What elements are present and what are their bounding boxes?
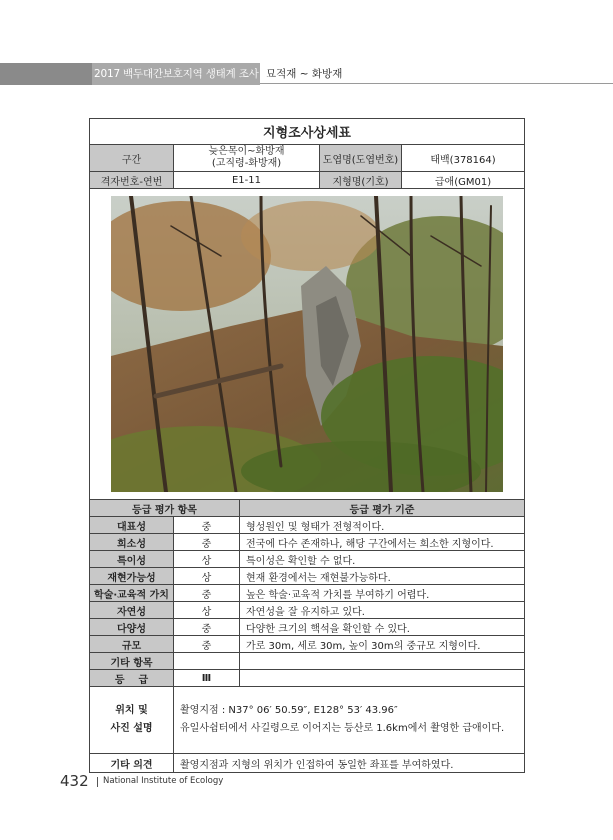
item-name: 기타 항목 xyxy=(90,653,174,670)
footer-org: National Institute of Ecology xyxy=(103,776,224,786)
item-desc: 특이성은 확인할 수 없다. xyxy=(240,551,525,568)
table-row xyxy=(90,670,525,687)
item-grade: 중 xyxy=(174,517,240,534)
item-grade: Ⅲ xyxy=(174,670,240,687)
item-grade: 중 xyxy=(174,585,240,602)
item-grade: 중 xyxy=(174,619,240,636)
location-label-line1: 위치 및 xyxy=(115,705,148,716)
item-name: 다양성 xyxy=(90,619,174,636)
item-grade: 상 xyxy=(174,602,240,619)
table-row xyxy=(90,619,525,636)
item-grade: 상 xyxy=(174,568,240,585)
table-row xyxy=(90,602,525,619)
item-name: 특이성 xyxy=(90,551,174,568)
section-value-line1: 늦은목이~화방재 xyxy=(208,146,285,157)
item-grade xyxy=(174,653,240,670)
sheet-title: 지형조사상세표 xyxy=(90,119,525,145)
map-label: 도엽명(도엽번호) xyxy=(320,145,402,172)
section-value-line2: (고직령-화방재) xyxy=(211,158,282,169)
landform-value: 급애(GM01) xyxy=(402,172,525,189)
item-grade: 중 xyxy=(174,534,240,551)
item-desc: 다양한 크기의 핵석을 확인할 수 있다. xyxy=(240,619,525,636)
table-row xyxy=(90,653,525,670)
other-value: 촬영지점과 지형의 위치가 인접하여 동일한 좌표를 부여하였다. xyxy=(174,754,525,773)
table-row xyxy=(90,517,525,534)
header-rule xyxy=(260,83,613,84)
header-subtitle: 묘적재 ~ 화방재 xyxy=(266,68,343,80)
item-name: 학술·교육적 가치 xyxy=(90,585,174,602)
item-desc xyxy=(240,653,525,670)
location-label xyxy=(90,687,174,754)
item-name: 대표성 xyxy=(90,517,174,534)
item-desc: 현재 환경에서는 재현불가능하다. xyxy=(240,568,525,585)
item-name: 희소성 xyxy=(90,534,174,551)
location-label-line2: 사진 설명 xyxy=(110,723,153,734)
grid-value: E1-11 xyxy=(174,172,320,189)
page-number: 432 xyxy=(60,772,89,790)
item-name: 규모 xyxy=(90,636,174,653)
item-name: 재현가능성 xyxy=(90,568,174,585)
section-label: 구간 xyxy=(90,145,174,172)
table-row xyxy=(90,585,525,602)
item-desc: 높은 학술·교육적 가치를 부여하기 어렵다. xyxy=(240,585,525,602)
item-desc: 형성원인 및 형태가 전형적이다. xyxy=(240,517,525,534)
table-row xyxy=(90,568,525,585)
item-desc: 전국에 다수 존재하나, 해당 구간에서는 희소한 지형이다. xyxy=(240,534,525,551)
location-desc xyxy=(174,687,525,754)
photo-cell xyxy=(90,189,525,500)
table-row xyxy=(90,636,525,653)
eval-criteria-header: 등급 평가 기준 xyxy=(240,500,525,517)
item-desc: 가로 30m, 세로 30m, 높이 30m의 중규모 지형이다. xyxy=(240,636,525,653)
item-grade: 중 xyxy=(174,636,240,653)
location-line1: 촬영지점 : N37° 06′ 50.59″, E128° 53′ 43.96″ xyxy=(180,705,398,716)
location-line2: 유일사쉼터에서 사길령으로 이어지는 등산로 1.6km에서 촬영한 급애이다. xyxy=(180,723,505,734)
header-dark-block xyxy=(0,63,92,85)
other-label: 기타 의견 xyxy=(90,754,174,773)
table-row xyxy=(90,551,525,568)
header-title: 2017 백두대간보호지역 생태계 조사 xyxy=(94,68,259,80)
item-grade: 상 xyxy=(174,551,240,568)
survey-table xyxy=(89,118,525,773)
map-value: 태백(378164) xyxy=(402,145,525,172)
item-desc: 자연성을 잘 유지하고 있다. xyxy=(240,602,525,619)
footer-divider xyxy=(97,777,98,787)
section-value xyxy=(174,145,320,172)
table-row xyxy=(90,534,525,551)
running-header xyxy=(0,63,613,85)
eval-items-header: 등급 평가 항목 xyxy=(90,500,240,517)
landform-label: 지형명(기호) xyxy=(320,172,402,189)
grid-label: 격자번호-연번 xyxy=(90,172,174,189)
item-desc xyxy=(240,670,525,687)
item-name: 자연성 xyxy=(90,602,174,619)
cliff-photo xyxy=(111,196,503,492)
item-name: 등 급 xyxy=(90,670,174,687)
